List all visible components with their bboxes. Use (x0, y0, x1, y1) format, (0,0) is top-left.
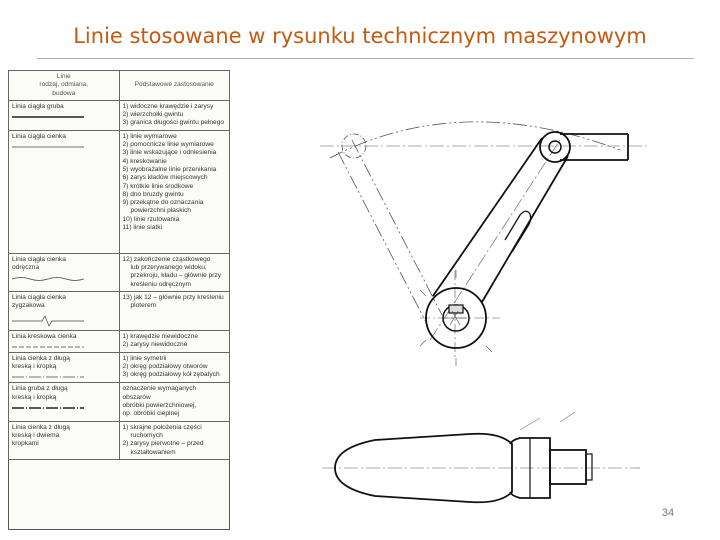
line-name: Linia ciągła cienka (12, 132, 66, 140)
upper-pin-hole (549, 141, 561, 153)
use-item: 2) okręg podziałowy otworów (122, 363, 208, 371)
handle-drawing (322, 412, 640, 502)
use-item: 5) wyobrażalne linie przenikania (122, 165, 217, 173)
keyway (449, 305, 463, 313)
hub-tick (420, 290, 426, 296)
use-item: oznaczenie wymaganych obszarów (122, 385, 197, 401)
line-name: Linia cienka z długą (12, 423, 70, 431)
header-text: Podstawowe zastosowanie (134, 81, 214, 89)
use-item: przekroju, kładu – głównie przy (130, 272, 222, 280)
slide-title: Linie stosowane w rysunku technicznym maszynowym (73, 24, 647, 48)
use-item: 1) linie wymiarowe (122, 132, 177, 140)
use-item: 1) krawędzie niewidoczne (122, 332, 198, 340)
use-item: 4) kreskowanie (122, 157, 167, 165)
use-item: ruchomych (130, 431, 163, 439)
phantom-arm-left (352, 140, 442, 315)
handle-ticks (520, 412, 575, 430)
use-item: 12) zakończenie cząstkowego (122, 255, 211, 263)
line-name: kropkami (12, 440, 39, 448)
hub-tick (486, 346, 492, 352)
use-item: 2) zarysy niewidoczne (122, 340, 188, 348)
use-item: 7) krótkie linie środkowe (122, 182, 194, 190)
use-item: ploterem (130, 302, 157, 310)
shank-chamfer (586, 454, 592, 480)
line-name: Linia ciągła cienka (12, 255, 66, 263)
use-item: 3) okręg podziałowy kół zębatych (122, 371, 220, 379)
use-item: 10) linie rzutowania (122, 215, 180, 223)
use-item: 2) zarysy pierwotne – przed (122, 440, 204, 448)
line-name: Linia gruba z długą (12, 385, 68, 393)
use-item: kształtowaniem (130, 448, 176, 456)
arm-slot (505, 211, 531, 252)
use-item: 1) widoczne krawędzie i zarysy (122, 102, 214, 110)
use-item: 1) linie symetrii (122, 354, 167, 362)
line-name: odręczna (12, 264, 40, 272)
upper-boss (540, 132, 570, 162)
line-name: kreską i kropką (12, 363, 57, 371)
use-item: lub przerywanego widoku, (130, 264, 207, 272)
use-item: 2) wierzchołki gwintu (122, 111, 184, 119)
use-item: kreśleniu odręcznym (130, 280, 191, 288)
use-item: 13) jak 12 – głównie przy kreśleniu (122, 293, 224, 301)
header-text: rodzaj, odmiana, (39, 81, 89, 89)
line-name: kreską i kropką (12, 393, 57, 401)
line-name: Linia cienka z długą (12, 354, 70, 362)
use-item: 3) linie wskazujące i odniesienia (122, 149, 217, 157)
line-name: Linia ciągła cienka (12, 293, 66, 301)
phantom-arc (330, 122, 620, 158)
use-item: 2) pomocnicze linie wymiarowe (122, 141, 214, 149)
arm-left-edge (433, 138, 542, 296)
use-item: 8) dno bruzdy gwintu (122, 190, 184, 198)
header-text: budowa (52, 89, 76, 97)
line-name: Linia kreskowa cienka (12, 332, 77, 340)
use-item: 3) granica długości gwintu pełnego (122, 119, 225, 127)
use-item: 9) przekątne do oznaczania (122, 199, 204, 207)
header-text: Linie (56, 73, 71, 80)
line-name: kreską i dwiema (12, 431, 60, 439)
use-item: powierzchni płaskich (130, 207, 191, 215)
use-item: np. obróbki cieplnej (122, 410, 180, 418)
line-name: Linia ciągła gruba (12, 102, 64, 110)
line-name: zygzakowa (12, 302, 45, 310)
use-item: 6) zarys kładów miejscowych (122, 174, 208, 182)
handle-shank (550, 450, 586, 484)
phantom-arm-right (338, 152, 428, 326)
arm-right-edge (482, 156, 568, 302)
use-item: 11) linie siatki (122, 224, 162, 232)
use-item: 1) skrajne położenia części (122, 423, 202, 431)
use-item: obróbki powierzchniowej, (122, 402, 197, 410)
page-number: 34 (661, 507, 675, 519)
lever-drawing (320, 122, 648, 366)
hub-tick (420, 340, 426, 346)
